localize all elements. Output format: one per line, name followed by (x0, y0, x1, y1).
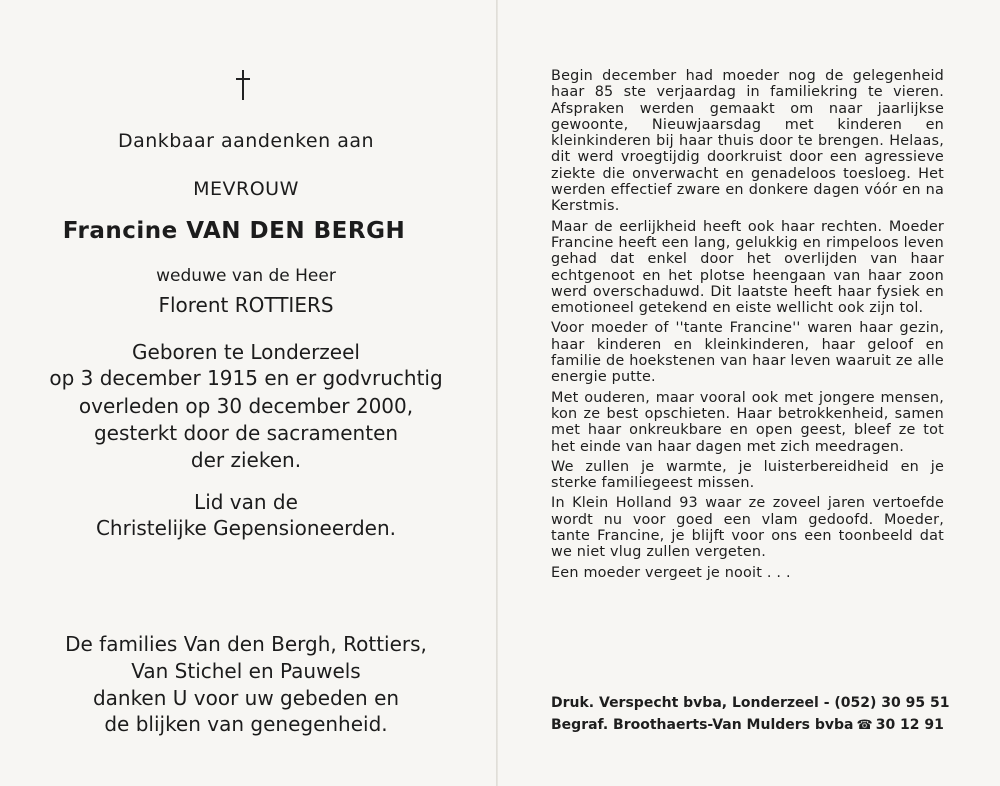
text-paragraph: Een moeder vergeet je nooit . . . (551, 564, 791, 581)
text-paragraph: Met ouderen, maar vooral ook met jongere mensen, kon ze best opschieten. Haar betrokkenheid, samen met haar onkreukbare en open geest, bleef ze tot het einde van haar dagen met zich meedragen. (551, 389, 944, 455)
text-paragraph: Begin december had moeder nog de gelegenheid haar 85 ste verjaardag in familiekring te vieren. Afspraken werden gemaakt om naar jaarlijkse gewoonte, Nieuwjaarsdag met kinderen en kleinkinderen bij haar thuis door te brengen. Helaas, dit werd vroegtijdig doorkruist door een agressieve ziekte die onverwacht en genadeloos toesloeg. Het werden effectief zware en donkere dagen vóór en na Kerstmis. (551, 68, 944, 215)
text-paragraph: In Klein Holland 93 waar ze zoveel jaren vertoefde wordt nu voor goed een vlam gedoofd. Moeder, tante Francine, je blijft voor ons een toonbeeld dat we niet vlug zullen vergeten. (551, 495, 944, 561)
intro-text: Dankbaar aandenken aan (117, 130, 375, 152)
text-paragraph: We zullen je warmte, je luisterbereidheid en je sterke familiegeest missen. (551, 458, 944, 492)
deceased-name: Francine VAN DEN BERGH (62, 218, 406, 244)
funeral-phone: 30 12 91 (875, 717, 944, 733)
thanks-line: de blijken van genegenheid. (104, 712, 388, 736)
birth-line: op 3 december 1915 en er godvruchtig (49, 366, 443, 390)
text-paragraph: Maar de eerlijkheid heeft ook haar rechten. Moeder Francine heeft een lang, gelukkig en rimpeloos leven gehad dat enkel door het overlijden van haar echtgenoot en het plotse heengaan van haar zoon werd overschaduwd. Dit laatste heeft haar fysiek en emotioneel getekend en eiste wellicht ook zijn tol. (551, 218, 944, 317)
phone-icon: ☎ (856, 718, 873, 733)
thanks-line: danken U voor uw gebeden en (92, 686, 400, 710)
thanks-line: Van Stichel en Pauwels (131, 659, 361, 683)
birth-line: der zieken. (190, 448, 302, 472)
cross-icon (236, 70, 250, 100)
right-panel (551, 68, 944, 585)
thanks-line: De families Van den Bergh, Rottiers, (65, 632, 427, 656)
husband-name: Florent ROTTIERS (158, 293, 334, 317)
funeral-credit (551, 717, 951, 733)
birth-line: overleden op 30 december 2000, (78, 394, 414, 418)
birth-line: gesterkt door de sacramenten (93, 421, 399, 445)
printer-credit: Druk. Verspecht bvba, Londerzeel - (052) 30 95 51 (551, 695, 950, 711)
member-line: Christelijke Gepensioneerden. (95, 516, 397, 540)
title-text: MEVROUW (193, 178, 299, 200)
funeral-name: Begraf. Broothaerts-Van Mulders bvba (551, 717, 854, 733)
left-panel (0, 0, 492, 786)
birth-line: Geboren te Londerzeel (132, 340, 360, 364)
card-fold-divider (496, 0, 498, 786)
member-line: Lid van de (194, 490, 298, 514)
text-paragraph: Voor moeder of ''tante Francine'' waren haar gezin, haar kinderen en kleinkinderen, haar geloof en familie de hoekstenen van haar leven waaruit ze alle energie putte. (551, 320, 944, 386)
widow-text: weduwe van de Heer (156, 266, 336, 286)
